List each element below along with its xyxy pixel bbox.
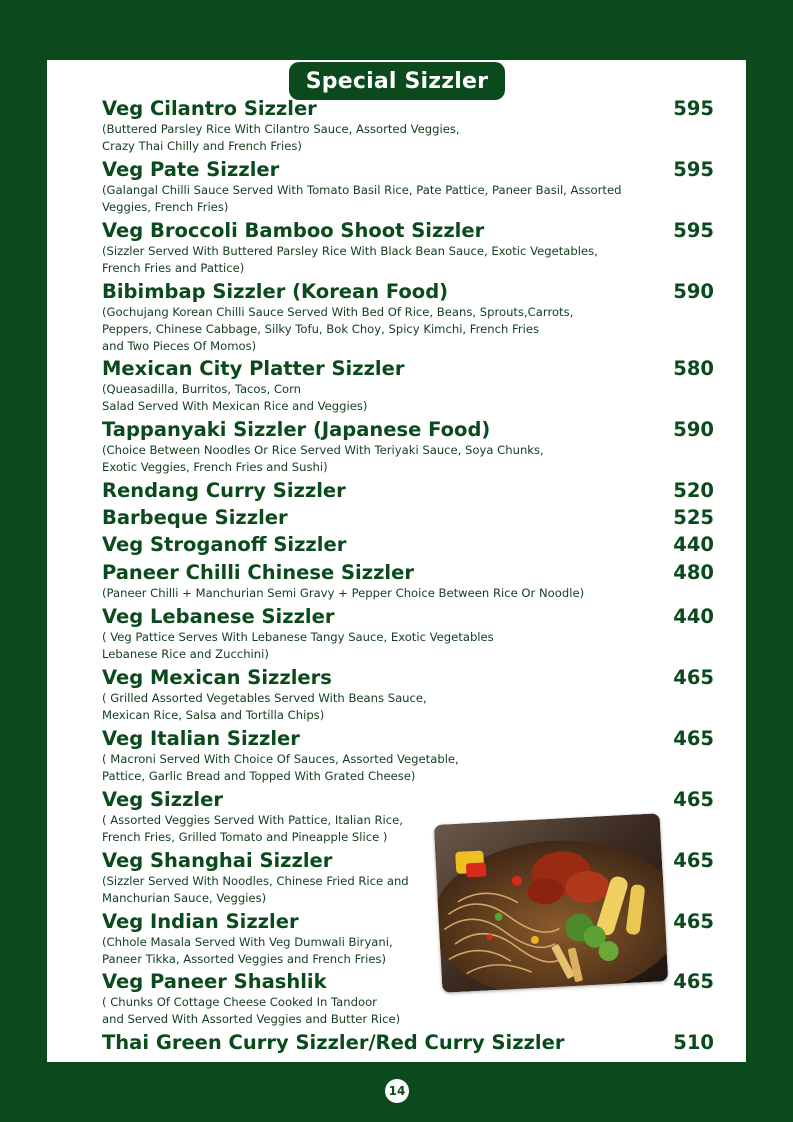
- menu-item: [102, 158, 714, 216]
- item-description: (Gochujang Korean Chilli Sauce Served With Bed Of Rice, Beans, Sprouts,Carrots, Peppers, Chinese Cabbage, Silky Tofu, Bok Choy, Spicy Kimchi, French Fries and Two Pieces Of Momos): [102, 305, 574, 353]
- menu-item: [102, 605, 714, 663]
- item-name: Tappanyaki Sizzler (Japanese Food): [102, 418, 491, 441]
- item-description: (Choice Between Noodles Or Rice Served With Teriyaki Sauce, Soya Chunks, Exotic Veggies, French Fries and Sushi): [102, 443, 544, 474]
- item-price: 595: [673, 97, 714, 120]
- menu-item: [102, 727, 714, 785]
- item-price: 580: [673, 357, 714, 380]
- menu-item: [102, 280, 714, 355]
- menu-item: [102, 418, 714, 476]
- menu-item: [102, 506, 714, 530]
- item-price: 595: [673, 219, 714, 242]
- item-name: Veg Indian Sizzler: [102, 910, 299, 933]
- menu-item: [102, 357, 714, 415]
- item-description: (Sizzler Served With Buttered Parsley Rice With Black Bean Sauce, Exotic Vegetables, French Fries and Pattice): [102, 244, 598, 275]
- item-price: 465: [673, 910, 714, 933]
- item-price: 520: [673, 479, 714, 502]
- item-price: 440: [673, 533, 714, 556]
- item-name: Veg Broccoli Bamboo Shoot Sizzler: [102, 219, 485, 242]
- item-name: Thai Green Curry Sizzler/Red Curry Sizzler: [102, 1031, 565, 1054]
- item-price: 595: [673, 158, 714, 181]
- item-description: ( Grilled Assorted Vegetables Served With Beans Sauce, Mexican Rice, Salsa and Tortilla Chips): [102, 691, 427, 722]
- item-price: 590: [673, 280, 714, 303]
- item-name: Bibimbap Sizzler (Korean Food): [102, 280, 449, 303]
- item-name: Veg Shanghai Sizzler: [102, 849, 333, 872]
- menu-item: [102, 1031, 714, 1055]
- item-description: ( Veg Pattice Serves With Lebanese Tangy Sauce, Exotic Vegetables Lebanese Rice and Zucchini): [102, 630, 494, 661]
- item-description: ( Macroni Served With Choice Of Sauces, Assorted Vegetable, Pattice, Garlic Bread and Topped With Grated Cheese): [102, 752, 459, 783]
- item-price: 465: [673, 970, 714, 993]
- item-name: Veg Pate Sizzler: [102, 158, 280, 181]
- menu-item: [102, 561, 714, 602]
- item-description: ( Chunks Of Cottage Cheese Cooked In Tandoor and Served With Assorted Veggies and Butter Rice): [102, 995, 401, 1026]
- item-name: Veg Paneer Shashlik: [102, 970, 327, 993]
- section-title: Special Sizzler: [289, 62, 505, 100]
- item-name: Veg Stroganoff Sizzler: [102, 533, 347, 556]
- item-description: ( Assorted Veggies Served With Pattice, Italian Rice, French Fries, Grilled Tomato and Pineapple Slice ): [102, 813, 403, 844]
- item-name: Veg Italian Sizzler: [102, 727, 300, 750]
- item-name: Veg Cilantro Sizzler: [102, 97, 317, 120]
- item-price: 465: [673, 788, 714, 811]
- item-price: 590: [673, 418, 714, 441]
- item-description: (Chhole Masala Served With Veg Dumwali Biryani, Paneer Tikka, Assorted Veggies and French Fries): [102, 935, 393, 966]
- item-description: (Sizzler Served With Noodles, Chinese Fried Rice and Manchurian Sauce, Veggies): [102, 874, 409, 905]
- item-price: 465: [673, 849, 714, 872]
- menu-item: [102, 533, 714, 557]
- item-name: Paneer Chilli Chinese Sizzler: [102, 561, 414, 584]
- menu-item: [102, 219, 714, 277]
- item-price: 465: [673, 727, 714, 750]
- item-name: Veg Sizzler: [102, 788, 223, 811]
- item-name: Barbeque Sizzler: [102, 506, 288, 529]
- menu-item: [102, 97, 714, 155]
- sizzler-dish-photo-icon: [434, 813, 668, 993]
- item-description: (Queasadilla, Burritos, Tacos, Corn Salad Served With Mexican Rice and Veggies): [102, 382, 368, 413]
- item-description: (Galangal Chilli Sauce Served With Tomato Basil Rice, Pate Pattice, Paneer Basil, Assorted Veggies, French Fries): [102, 183, 622, 214]
- item-price: 510: [673, 1031, 714, 1054]
- item-price: 480: [673, 561, 714, 584]
- item-description: (Buttered Parsley Rice With Cilantro Sauce, Assorted Veggies, Crazy Thai Chilly and French Fries): [102, 122, 460, 153]
- item-name: Veg Lebanese Sizzler: [102, 605, 335, 628]
- item-price: 440: [673, 605, 714, 628]
- item-name: Mexican City Platter Sizzler: [102, 357, 405, 380]
- item-name: Rendang Curry Sizzler: [102, 479, 346, 502]
- menu-item: [102, 666, 714, 724]
- menu-item: [102, 479, 714, 503]
- item-name: Veg Mexican Sizzlers: [102, 666, 332, 689]
- item-price: 525: [673, 506, 714, 529]
- item-description: (Paneer Chilli + Manchurian Semi Gravy + Pepper Choice Between Rice Or Noodle): [102, 586, 585, 600]
- item-price: 465: [673, 666, 714, 689]
- page-number: 14: [385, 1079, 409, 1103]
